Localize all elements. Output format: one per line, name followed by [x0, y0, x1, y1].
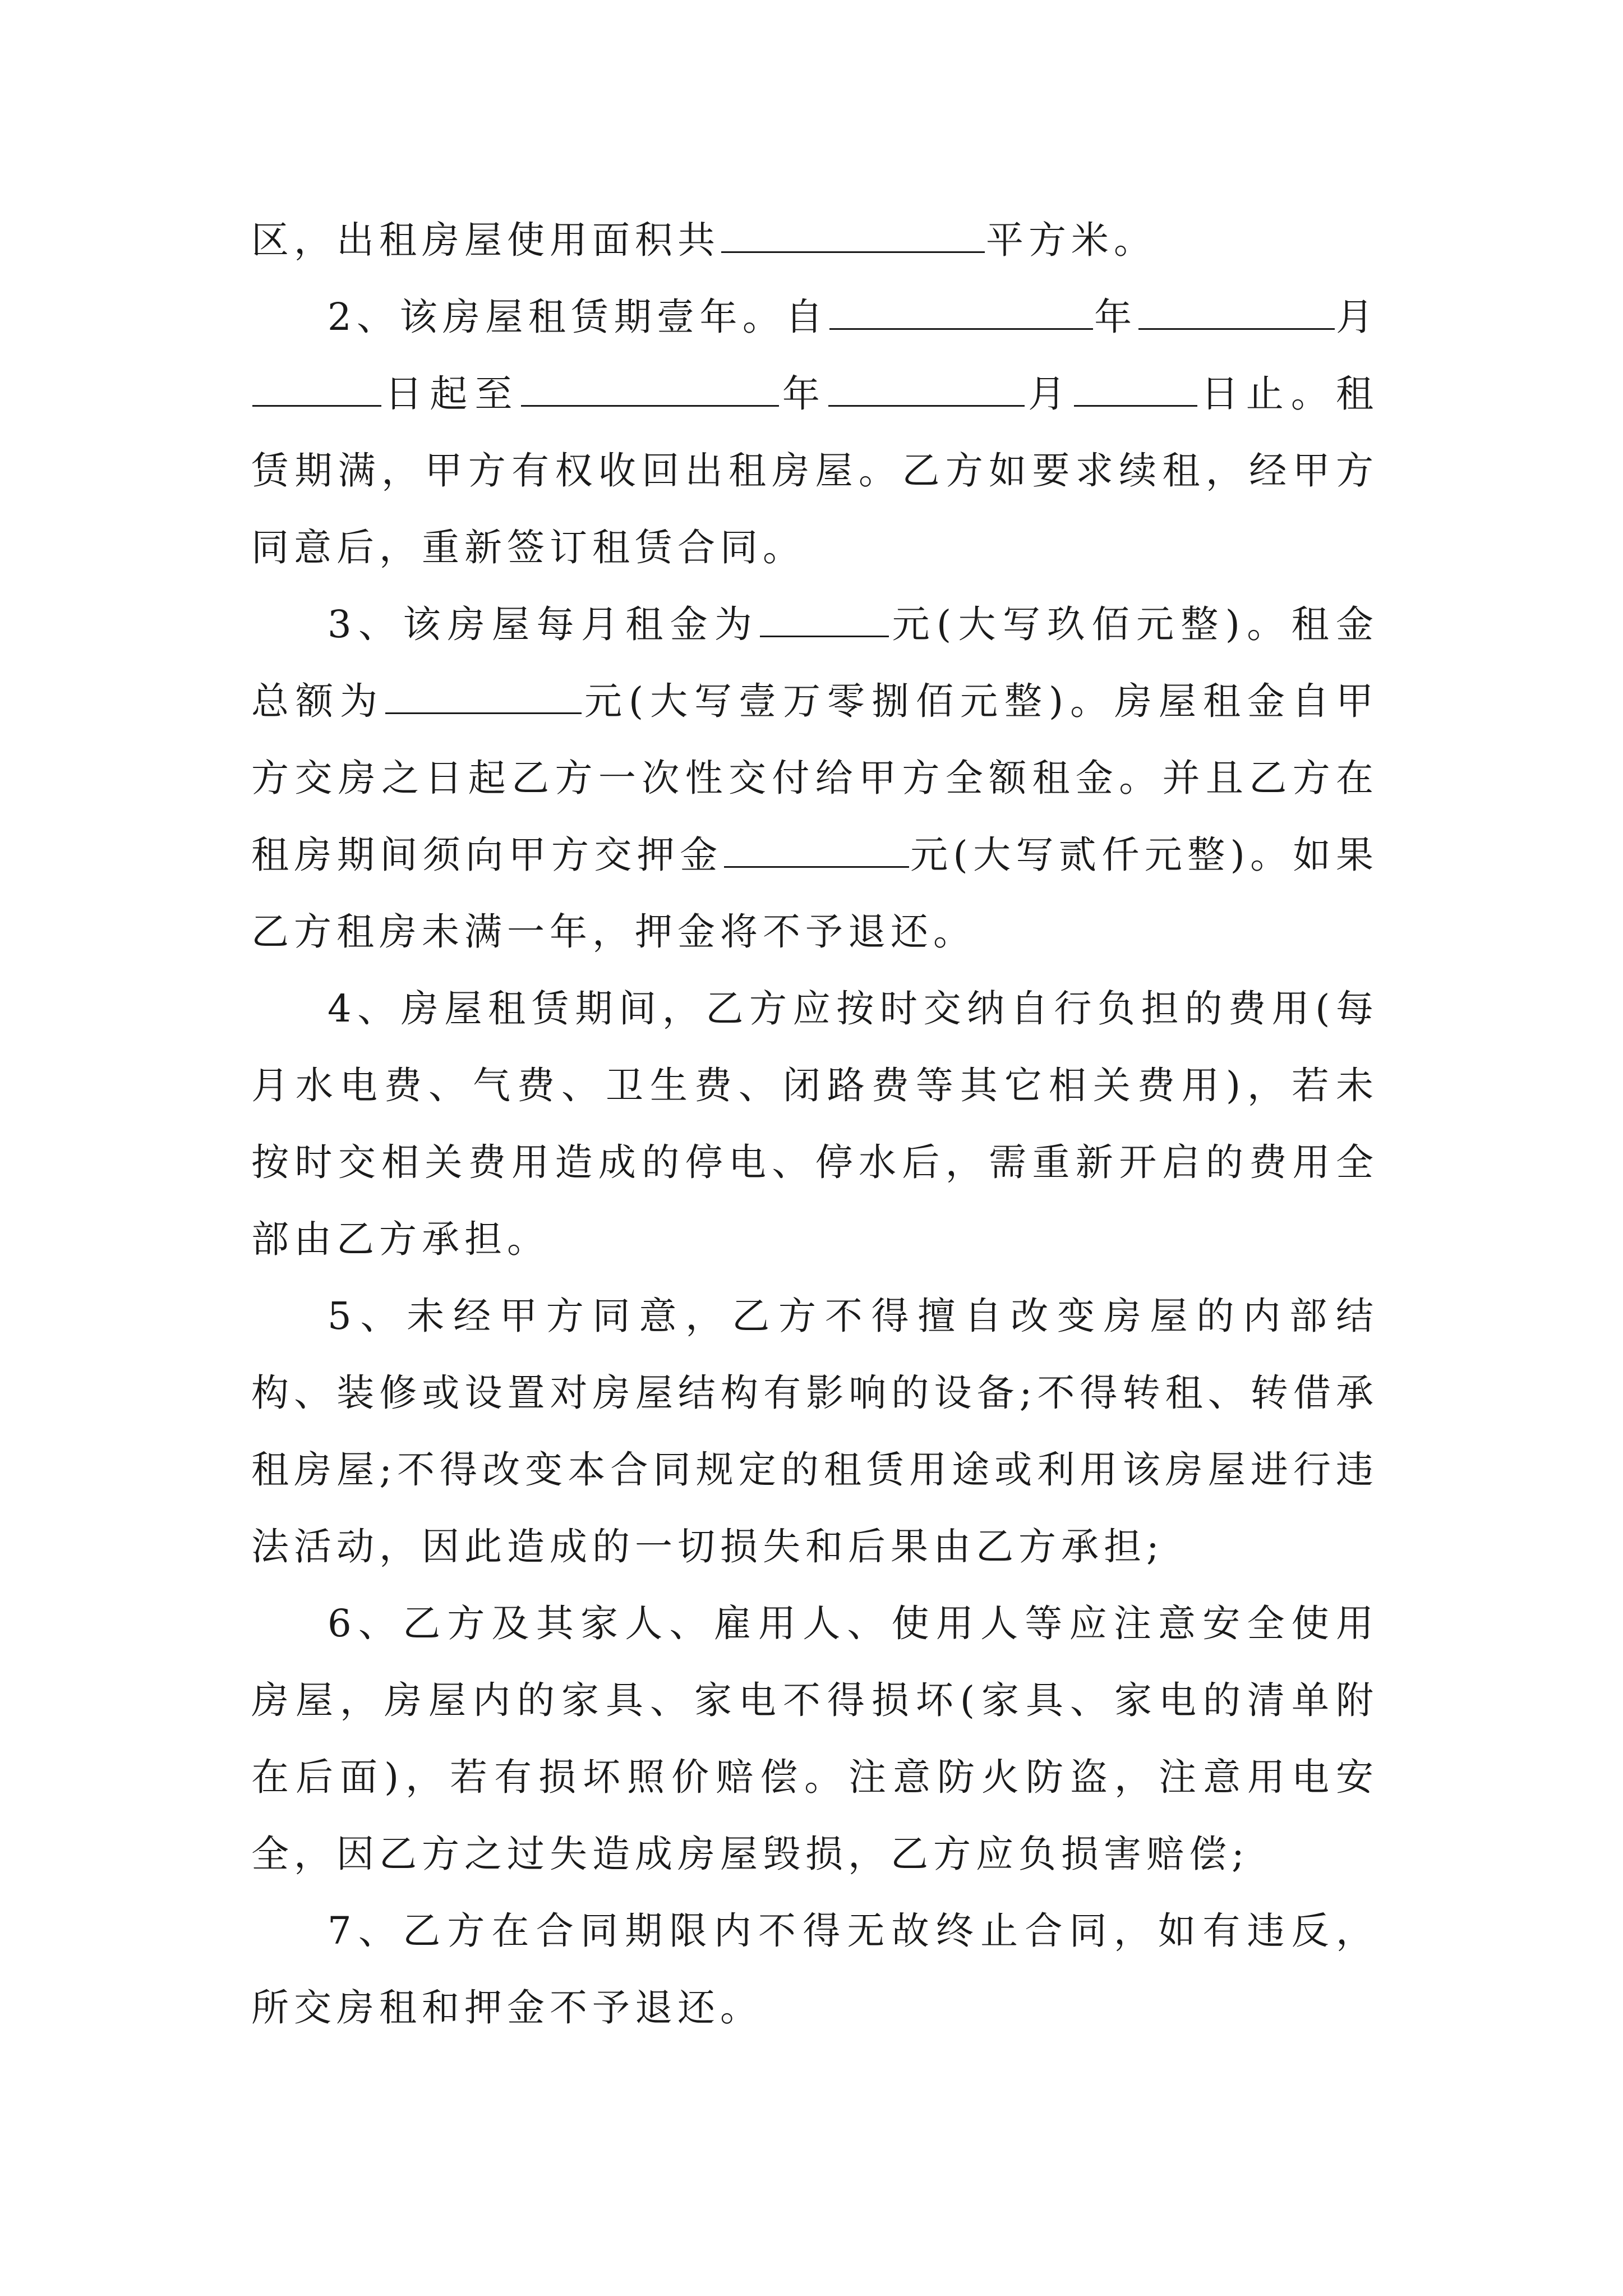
clause-7: 7、乙方在合同期限内不得无故终止合同，如有违反，所交房租和押金不予退还。	[251, 1909, 1378, 2030]
clause-5: 5、未经甲方同意，乙方不得擅自改变房屋的内部结构、装修或设置对房屋结构有影响的设备;不得转租、转借承租房屋;不得改变本合同规定的租赁用途或利用该房屋进行违法活动，因此造成的一切损失和后果由乙方承担;	[251, 1294, 1378, 1568]
start-month-blank[interactable]	[1138, 296, 1335, 330]
deposit-blank[interactable]	[724, 834, 909, 868]
clause-1-continuation	[251, 202, 1378, 279]
area-blank[interactable]	[721, 219, 985, 253]
clause-3-text-mid: 元(大写玖佰元整)。租金总额为	[251, 602, 1378, 723]
clause-2	[251, 279, 1378, 586]
clause-3-text-end: 元(大写贰仟元整)。如果乙方租房未满一年，押金将不予退还。	[251, 833, 1379, 954]
clause-2-text-start: 2、该房屋租赁期壹年。自	[328, 295, 828, 339]
monthly-rent-blank[interactable]	[760, 603, 889, 637]
clause-3-text-mid-2: 元(大写壹万零捌佰元整)。房屋租金自甲方交房之日起乙方一次性交付给甲方全额租金。并且乙方在租房期间须向甲方交押金	[251, 679, 1379, 877]
contract-body	[251, 202, 1378, 2046]
clause-6: 6、乙方及其家人、雇用人、使用人等应注意安全使用房屋，房屋内的家具、家电不得损坏(家具、家电的清单附在后面)，若有损坏照价赔偿。注意防火防盗，注意用电安全，因乙方之过失造成房屋毁损，乙方应负损害赔偿;	[251, 1602, 1378, 1876]
total-rent-blank[interactable]	[385, 680, 582, 714]
clause-2-month: 月	[1335, 295, 1379, 339]
clause-1-unit: 平方米。	[986, 218, 1156, 262]
clause-3	[251, 586, 1378, 970]
clause-2-text-end: 日止。租赁期满，甲方有权收回出租房屋。乙方如要求续租，经甲方同意后，重新签订租赁合同。	[251, 372, 1379, 569]
start-year-blank[interactable]	[829, 296, 1093, 330]
clause-2-month-2: 月	[1026, 372, 1073, 416]
end-month-blank[interactable]	[828, 372, 1025, 407]
clause-3-text-start: 3、该房屋每月租金为	[328, 602, 759, 646]
clause-2-day-to: 日起至	[382, 372, 520, 416]
clause-1-text: 区，出租房屋使用面积共	[251, 218, 720, 262]
end-day-blank[interactable]	[1074, 372, 1197, 407]
clause-4: 4、房屋租赁期间，乙方应按时交纳自行负担的费用(每月水电费、气费、卫生费、闭路费等其它相关费用)，若未按时交相关费用造成的停电、停水后，需重新开启的费用全部由乙方承担。	[251, 987, 1378, 1261]
clause-2-year-2: 年	[780, 372, 828, 416]
start-day-blank[interactable]	[252, 372, 381, 407]
clause-2-year: 年	[1094, 295, 1137, 339]
end-year-blank[interactable]	[521, 372, 779, 407]
